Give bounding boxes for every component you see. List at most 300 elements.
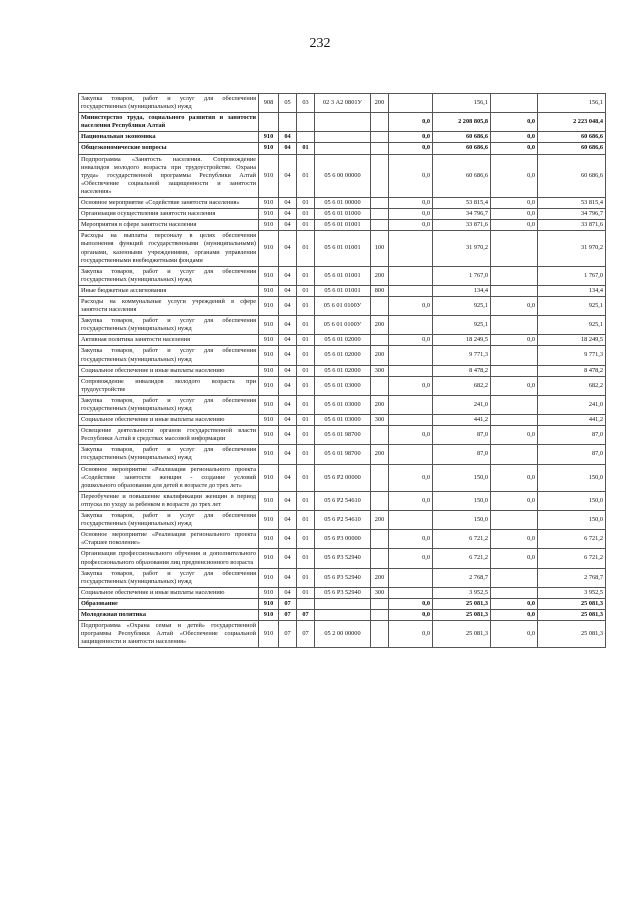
row-name: Активная политика занятости населения bbox=[79, 335, 259, 346]
row-pr-code: 01 bbox=[297, 143, 315, 154]
table-row bbox=[79, 587, 606, 598]
row-csr-code: 05 6 01 01001 bbox=[315, 231, 371, 266]
row-name: Закупка товаров, работ и услуг для обеспечения государственных (муниципальных) нужд bbox=[79, 346, 259, 365]
row-value-4: 8 478,2 bbox=[538, 365, 606, 376]
row-csr-code: 05 6 P3 52940 bbox=[315, 568, 371, 587]
row-csr-code bbox=[315, 598, 371, 609]
row-value-4: 3 952,5 bbox=[538, 587, 606, 598]
row-csr-code: 05 6 01 01001 bbox=[315, 285, 371, 296]
budget-table bbox=[78, 93, 606, 648]
row-rz-code: 04 bbox=[279, 296, 297, 315]
row-pr-code: 01 bbox=[297, 511, 315, 530]
row-vr-code bbox=[371, 335, 389, 346]
row-pr-code: 01 bbox=[297, 376, 315, 395]
row-value-4: 682,2 bbox=[538, 376, 606, 395]
row-gr-code: 910 bbox=[259, 220, 279, 231]
row-value-2: 25 081,3 bbox=[433, 609, 491, 620]
row-value-1: 0,0 bbox=[389, 530, 433, 549]
row-pr-code: 01 bbox=[297, 209, 315, 220]
row-value-1 bbox=[389, 587, 433, 598]
row-csr-code: 05 6 01 00000 bbox=[315, 198, 371, 209]
row-gr-code: 910 bbox=[259, 464, 279, 491]
row-csr-code: 05 6 01 98700 bbox=[315, 445, 371, 464]
row-csr-code: 05 6 01 01001 bbox=[315, 220, 371, 231]
row-vr-code: 200 bbox=[371, 94, 389, 113]
row-value-1 bbox=[389, 415, 433, 426]
row-value-3 bbox=[491, 231, 538, 266]
table-row bbox=[79, 464, 606, 491]
row-rz-code: 04 bbox=[279, 464, 297, 491]
row-vr-code: 200 bbox=[371, 346, 389, 365]
row-vr-code bbox=[371, 220, 389, 231]
row-gr-code: 910 bbox=[259, 530, 279, 549]
row-value-4: 25 081,3 bbox=[538, 598, 606, 609]
row-value-1 bbox=[389, 346, 433, 365]
row-value-4: 31 970,2 bbox=[538, 231, 606, 266]
row-value-2: 925,1 bbox=[433, 296, 491, 315]
table-row bbox=[79, 511, 606, 530]
row-value-1: 0,0 bbox=[389, 491, 433, 510]
row-value-3: 0,0 bbox=[491, 335, 538, 346]
row-pr-code: 01 bbox=[297, 154, 315, 197]
row-value-3 bbox=[491, 94, 538, 113]
row-value-3: 0,0 bbox=[491, 609, 538, 620]
row-name: Закупка товаров, работ и услуг для обеспечения государственных (муниципальных) нужд bbox=[79, 511, 259, 530]
row-pr-code bbox=[297, 132, 315, 143]
row-name: Организация профессионального обучения и дополнительного профессионального образования лиц предпенсионного возраста bbox=[79, 549, 259, 568]
row-value-3 bbox=[491, 511, 538, 530]
row-value-4: 87,0 bbox=[538, 426, 606, 445]
row-value-1: 0,0 bbox=[389, 113, 433, 132]
row-name: Закупка товаров, работ и услуг для обеспечения государственных (муниципальных) нужд bbox=[79, 94, 259, 113]
row-rz-code: 04 bbox=[279, 132, 297, 143]
row-rz-code: 07 bbox=[279, 609, 297, 620]
row-value-3: 0,0 bbox=[491, 220, 538, 231]
row-value-3: 0,0 bbox=[491, 143, 538, 154]
row-value-1: 0,0 bbox=[389, 426, 433, 445]
row-name: Сопровождение инвалидов молодого возраста при трудоустройстве bbox=[79, 376, 259, 395]
table-row bbox=[79, 568, 606, 587]
row-value-1: 0,0 bbox=[389, 549, 433, 568]
row-csr-code: 02 3 А2 0801У bbox=[315, 94, 371, 113]
row-rz-code: 04 bbox=[279, 346, 297, 365]
row-csr-code: 05 6 01 02000 bbox=[315, 335, 371, 346]
table-row bbox=[79, 530, 606, 549]
row-pr-code: 01 bbox=[297, 335, 315, 346]
table-row bbox=[79, 113, 606, 132]
table-row bbox=[79, 285, 606, 296]
row-gr-code: 910 bbox=[259, 621, 279, 648]
row-name: Закупка товаров, работ и услуг для обеспечения государственных (муниципальных) нужд bbox=[79, 568, 259, 587]
row-value-3: 0,0 bbox=[491, 376, 538, 395]
row-rz-code: 04 bbox=[279, 143, 297, 154]
row-gr-code: 910 bbox=[259, 415, 279, 426]
row-csr-code bbox=[315, 132, 371, 143]
row-name: Министерство труда, социального развития и занятости населения Республики Алтай bbox=[79, 113, 259, 132]
row-value-4: 33 871,6 bbox=[538, 220, 606, 231]
row-gr-code: 910 bbox=[259, 296, 279, 315]
row-vr-code bbox=[371, 198, 389, 209]
row-gr-code: 910 bbox=[259, 209, 279, 220]
row-name: Социальное обеспечение и иные выплаты населению bbox=[79, 415, 259, 426]
table-row bbox=[79, 346, 606, 365]
row-value-3 bbox=[491, 415, 538, 426]
table-row bbox=[79, 445, 606, 464]
table-row bbox=[79, 198, 606, 209]
row-rz-code: 04 bbox=[279, 426, 297, 445]
row-vr-code bbox=[371, 209, 389, 220]
row-value-4: 9 771,3 bbox=[538, 346, 606, 365]
row-vr-code bbox=[371, 621, 389, 648]
table-row bbox=[79, 296, 606, 315]
row-value-1 bbox=[389, 511, 433, 530]
row-name: Организация осуществления занятости населения bbox=[79, 209, 259, 220]
row-pr-code bbox=[297, 113, 315, 132]
row-pr-code: 07 bbox=[297, 621, 315, 648]
row-rz-code: 05 bbox=[279, 94, 297, 113]
row-name: Закупка товаров, работ и услуг для обеспечения государственных (муниципальных) нужд bbox=[79, 445, 259, 464]
row-gr-code: 910 bbox=[259, 266, 279, 285]
row-rz-code: 04 bbox=[279, 231, 297, 266]
row-pr-code: 01 bbox=[297, 220, 315, 231]
page-number: 232 bbox=[309, 36, 331, 51]
row-value-2: 6 721,2 bbox=[433, 530, 491, 549]
row-csr-code: 05 6 01 0100У bbox=[315, 316, 371, 335]
row-value-3: 0,0 bbox=[491, 209, 538, 220]
row-value-3 bbox=[491, 568, 538, 587]
row-rz-code: 04 bbox=[279, 335, 297, 346]
row-pr-code: 01 bbox=[297, 491, 315, 510]
row-vr-code: 200 bbox=[371, 445, 389, 464]
row-pr-code: 07 bbox=[297, 609, 315, 620]
row-rz-code: 04 bbox=[279, 511, 297, 530]
row-gr-code: 910 bbox=[259, 231, 279, 266]
row-csr-code: 05 6 P3 52940 bbox=[315, 587, 371, 598]
row-value-4: 60 686,6 bbox=[538, 154, 606, 197]
row-value-2: 150,0 bbox=[433, 511, 491, 530]
row-value-3 bbox=[491, 266, 538, 285]
row-gr-code: 910 bbox=[259, 335, 279, 346]
row-name: Переобучение и повышение квалификации женщин в период отпуска по уходу за ребенком в возрасте до трех лет bbox=[79, 491, 259, 510]
row-value-4: 150,0 bbox=[538, 464, 606, 491]
row-rz-code: 04 bbox=[279, 266, 297, 285]
row-name: Подпрограмма «Занятость населения. Сопровождение инвалидов молодого возраста при трудоустройстве. Охрана труда» государственной программы Республики Алтай «Обеспечение социальной защищенности и занятости населения» bbox=[79, 154, 259, 197]
row-name: Расходы на выплаты персоналу в целях обеспечения выполнения функций государственными (муниципальными) органами, казенными учреждениями, органами управления государственными внебюджетными фондами bbox=[79, 231, 259, 266]
table-row bbox=[79, 415, 606, 426]
table-row bbox=[79, 220, 606, 231]
row-vr-code: 100 bbox=[371, 231, 389, 266]
row-value-3: 0,0 bbox=[491, 621, 538, 648]
row-value-2: 18 249,5 bbox=[433, 335, 491, 346]
row-value-2: 150,0 bbox=[433, 491, 491, 510]
row-value-3: 0,0 bbox=[491, 491, 538, 510]
row-name: Освещение деятельности органов государственной власти Республики Алтай в средствах массовой информации bbox=[79, 426, 259, 445]
row-value-4: 18 249,5 bbox=[538, 335, 606, 346]
row-vr-code bbox=[371, 491, 389, 510]
row-value-3 bbox=[491, 395, 538, 414]
row-gr-code: 908 bbox=[259, 94, 279, 113]
table-row bbox=[79, 376, 606, 395]
row-name: Национальная экономика bbox=[79, 132, 259, 143]
row-csr-code: 05 2 00 00000 bbox=[315, 621, 371, 648]
row-value-3: 0,0 bbox=[491, 132, 538, 143]
row-gr-code: 910 bbox=[259, 426, 279, 445]
row-vr-code: 200 bbox=[371, 316, 389, 335]
row-value-2: 34 796,7 bbox=[433, 209, 491, 220]
row-pr-code: 01 bbox=[297, 231, 315, 266]
row-rz-code: 04 bbox=[279, 154, 297, 197]
row-rz-code: 04 bbox=[279, 395, 297, 414]
row-rz-code: 04 bbox=[279, 491, 297, 510]
row-value-3 bbox=[491, 365, 538, 376]
row-gr-code: 910 bbox=[259, 376, 279, 395]
row-csr-code: 05 6 01 03000 bbox=[315, 395, 371, 414]
row-pr-code: 01 bbox=[297, 316, 315, 335]
row-csr-code: 05 6 01 02000 bbox=[315, 346, 371, 365]
row-value-4: 134,4 bbox=[538, 285, 606, 296]
row-name: Социальное обеспечение и иные выплаты населению bbox=[79, 365, 259, 376]
row-pr-code: 01 bbox=[297, 464, 315, 491]
row-gr-code: 910 bbox=[259, 132, 279, 143]
row-gr-code: 910 bbox=[259, 445, 279, 464]
table-row bbox=[79, 426, 606, 445]
row-value-2: 3 952,5 bbox=[433, 587, 491, 598]
row-value-1: 0,0 bbox=[389, 296, 433, 315]
row-value-4: 87,0 bbox=[538, 445, 606, 464]
row-name: Общеэкономические вопросы bbox=[79, 143, 259, 154]
row-rz-code: 04 bbox=[279, 198, 297, 209]
row-name: Основное мероприятие «Реализация регионального проекта «Содействие занятости женщин - создание условий дошкольного образования для детей в возрасте до трех лет» bbox=[79, 464, 259, 491]
row-value-1 bbox=[389, 231, 433, 266]
row-rz-code: 04 bbox=[279, 316, 297, 335]
row-value-4: 241,0 bbox=[538, 395, 606, 414]
row-rz-code: 04 bbox=[279, 285, 297, 296]
row-vr-code bbox=[371, 132, 389, 143]
row-value-2: 87,0 bbox=[433, 426, 491, 445]
row-vr-code bbox=[371, 549, 389, 568]
row-pr-code: 01 bbox=[297, 296, 315, 315]
table-row bbox=[79, 491, 606, 510]
row-name: Закупка товаров, работ и услуг для обеспечения государственных (муниципальных) нужд bbox=[79, 266, 259, 285]
row-gr-code: 910 bbox=[259, 198, 279, 209]
table-row bbox=[79, 209, 606, 220]
table-row bbox=[79, 621, 606, 648]
row-name: Социальное обеспечение и иные выплаты населению bbox=[79, 587, 259, 598]
row-value-4: 25 081,3 bbox=[538, 609, 606, 620]
row-value-1 bbox=[389, 445, 433, 464]
row-value-1: 0,0 bbox=[389, 335, 433, 346]
row-vr-code bbox=[371, 113, 389, 132]
row-vr-code: 200 bbox=[371, 266, 389, 285]
row-gr-code: 910 bbox=[259, 511, 279, 530]
row-value-2: 53 815,4 bbox=[433, 198, 491, 209]
row-value-1: 0,0 bbox=[389, 598, 433, 609]
row-value-1: 0,0 bbox=[389, 154, 433, 197]
row-vr-code: 200 bbox=[371, 568, 389, 587]
row-value-3: 0,0 bbox=[491, 530, 538, 549]
table-row bbox=[79, 132, 606, 143]
row-csr-code: 05 6 00 00000 bbox=[315, 154, 371, 197]
table-row bbox=[79, 316, 606, 335]
row-value-2: 31 970,2 bbox=[433, 231, 491, 266]
row-name: Молодежная политика bbox=[79, 609, 259, 620]
table-row bbox=[79, 365, 606, 376]
row-value-4: 34 796,7 bbox=[538, 209, 606, 220]
row-gr-code: 910 bbox=[259, 143, 279, 154]
row-csr-code: 05 6 P2 00000 bbox=[315, 464, 371, 491]
row-value-3: 0,0 bbox=[491, 426, 538, 445]
row-pr-code: 01 bbox=[297, 415, 315, 426]
row-gr-code: 910 bbox=[259, 395, 279, 414]
row-vr-code bbox=[371, 154, 389, 197]
row-vr-code bbox=[371, 598, 389, 609]
row-value-2: 134,4 bbox=[433, 285, 491, 296]
row-gr-code: 910 bbox=[259, 285, 279, 296]
row-rz-code: 04 bbox=[279, 365, 297, 376]
row-value-4: 2 223 048,4 bbox=[538, 113, 606, 132]
row-pr-code: 01 bbox=[297, 530, 315, 549]
row-value-4: 441,2 bbox=[538, 415, 606, 426]
table-row bbox=[79, 231, 606, 266]
row-value-1: 0,0 bbox=[389, 143, 433, 154]
row-value-2: 25 081,3 bbox=[433, 598, 491, 609]
row-rz-code: 04 bbox=[279, 445, 297, 464]
row-pr-code: 01 bbox=[297, 445, 315, 464]
row-vr-code bbox=[371, 296, 389, 315]
row-name: Иные бюджетные ассигнования bbox=[79, 285, 259, 296]
row-csr-code: 05 6 01 01001 bbox=[315, 266, 371, 285]
row-value-2: 60 686,6 bbox=[433, 154, 491, 197]
row-value-1 bbox=[389, 395, 433, 414]
row-value-2: 9 771,3 bbox=[433, 346, 491, 365]
row-gr-code: 910 bbox=[259, 316, 279, 335]
row-pr-code: 01 bbox=[297, 198, 315, 209]
row-name: Мероприятия в сфере занятости населения bbox=[79, 220, 259, 231]
row-vr-code: 800 bbox=[371, 285, 389, 296]
table-row bbox=[79, 94, 606, 113]
row-gr-code: 910 bbox=[259, 346, 279, 365]
row-gr-code: 910 bbox=[259, 549, 279, 568]
row-value-4: 53 815,4 bbox=[538, 198, 606, 209]
row-value-3: 0,0 bbox=[491, 296, 538, 315]
row-value-2: 441,2 bbox=[433, 415, 491, 426]
row-value-4: 6 721,2 bbox=[538, 530, 606, 549]
row-value-3: 0,0 bbox=[491, 198, 538, 209]
row-value-1: 0,0 bbox=[389, 220, 433, 231]
row-rz-code: 04 bbox=[279, 415, 297, 426]
row-csr-code: 05 6 01 01000 bbox=[315, 209, 371, 220]
row-value-4: 925,1 bbox=[538, 316, 606, 335]
row-vr-code: 300 bbox=[371, 587, 389, 598]
table-row bbox=[79, 549, 606, 568]
row-value-1: 0,0 bbox=[389, 132, 433, 143]
row-value-3 bbox=[491, 285, 538, 296]
row-csr-code: 05 6 P3 00000 bbox=[315, 530, 371, 549]
row-value-1 bbox=[389, 94, 433, 113]
row-csr-code: 05 6 01 02000 bbox=[315, 365, 371, 376]
row-csr-code: 05 6 01 98700 bbox=[315, 426, 371, 445]
row-csr-code: 05 6 P2 54610 bbox=[315, 491, 371, 510]
row-value-1: 0,0 bbox=[389, 609, 433, 620]
row-value-2: 33 871,6 bbox=[433, 220, 491, 231]
row-gr-code: 910 bbox=[259, 568, 279, 587]
row-value-2: 87,0 bbox=[433, 445, 491, 464]
row-pr-code: 01 bbox=[297, 266, 315, 285]
row-value-2: 2 768,7 bbox=[433, 568, 491, 587]
row-value-1 bbox=[389, 316, 433, 335]
row-value-1 bbox=[389, 285, 433, 296]
row-value-2: 682,2 bbox=[433, 376, 491, 395]
row-gr-code: 910 bbox=[259, 365, 279, 376]
row-rz-code: 04 bbox=[279, 209, 297, 220]
row-gr-code: 910 bbox=[259, 491, 279, 510]
row-value-2: 241,0 bbox=[433, 395, 491, 414]
row-vr-code bbox=[371, 376, 389, 395]
row-gr-code: 910 bbox=[259, 154, 279, 197]
row-value-4: 150,0 bbox=[538, 511, 606, 530]
table-row bbox=[79, 598, 606, 609]
row-pr-code: 01 bbox=[297, 346, 315, 365]
row-pr-code: 03 bbox=[297, 94, 315, 113]
row-value-1: 0,0 bbox=[389, 464, 433, 491]
row-csr-code bbox=[315, 143, 371, 154]
row-vr-code bbox=[371, 609, 389, 620]
row-vr-code bbox=[371, 426, 389, 445]
row-value-3: 0,0 bbox=[491, 113, 538, 132]
table-row bbox=[79, 335, 606, 346]
row-name: Образование bbox=[79, 598, 259, 609]
row-rz-code: 04 bbox=[279, 568, 297, 587]
row-value-1: 0,0 bbox=[389, 376, 433, 395]
row-value-2: 2 208 805,8 bbox=[433, 113, 491, 132]
row-rz-code bbox=[279, 113, 297, 132]
row-csr-code: 05 6 P3 52940 bbox=[315, 549, 371, 568]
row-rz-code: 04 bbox=[279, 587, 297, 598]
row-value-4: 60 686,6 bbox=[538, 132, 606, 143]
row-value-2: 6 721,2 bbox=[433, 549, 491, 568]
row-value-2: 150,0 bbox=[433, 464, 491, 491]
row-rz-code: 07 bbox=[279, 621, 297, 648]
row-pr-code: 01 bbox=[297, 395, 315, 414]
row-value-2: 1 767,0 bbox=[433, 266, 491, 285]
row-rz-code: 04 bbox=[279, 530, 297, 549]
row-value-1 bbox=[389, 365, 433, 376]
row-rz-code: 07 bbox=[279, 598, 297, 609]
row-value-4: 1 767,0 bbox=[538, 266, 606, 285]
row-value-4: 2 768,7 bbox=[538, 568, 606, 587]
row-vr-code: 200 bbox=[371, 511, 389, 530]
table-row bbox=[79, 143, 606, 154]
row-value-1 bbox=[389, 568, 433, 587]
row-vr-code: 300 bbox=[371, 415, 389, 426]
row-rz-code: 04 bbox=[279, 376, 297, 395]
row-vr-code bbox=[371, 143, 389, 154]
row-value-1 bbox=[389, 266, 433, 285]
row-value-3 bbox=[491, 346, 538, 365]
row-value-3 bbox=[491, 445, 538, 464]
row-pr-code: 01 bbox=[297, 285, 315, 296]
row-vr-code bbox=[371, 530, 389, 549]
table-row bbox=[79, 266, 606, 285]
row-pr-code: 01 bbox=[297, 549, 315, 568]
row-vr-code bbox=[371, 464, 389, 491]
row-value-2: 8 478,2 bbox=[433, 365, 491, 376]
row-pr-code: 01 bbox=[297, 426, 315, 445]
table-row bbox=[79, 154, 606, 197]
row-name: Закупка товаров, работ и услуг для обеспечения государственных (муниципальных) нужд bbox=[79, 316, 259, 335]
row-value-4: 156,1 bbox=[538, 94, 606, 113]
row-value-4: 25 081,3 bbox=[538, 621, 606, 648]
